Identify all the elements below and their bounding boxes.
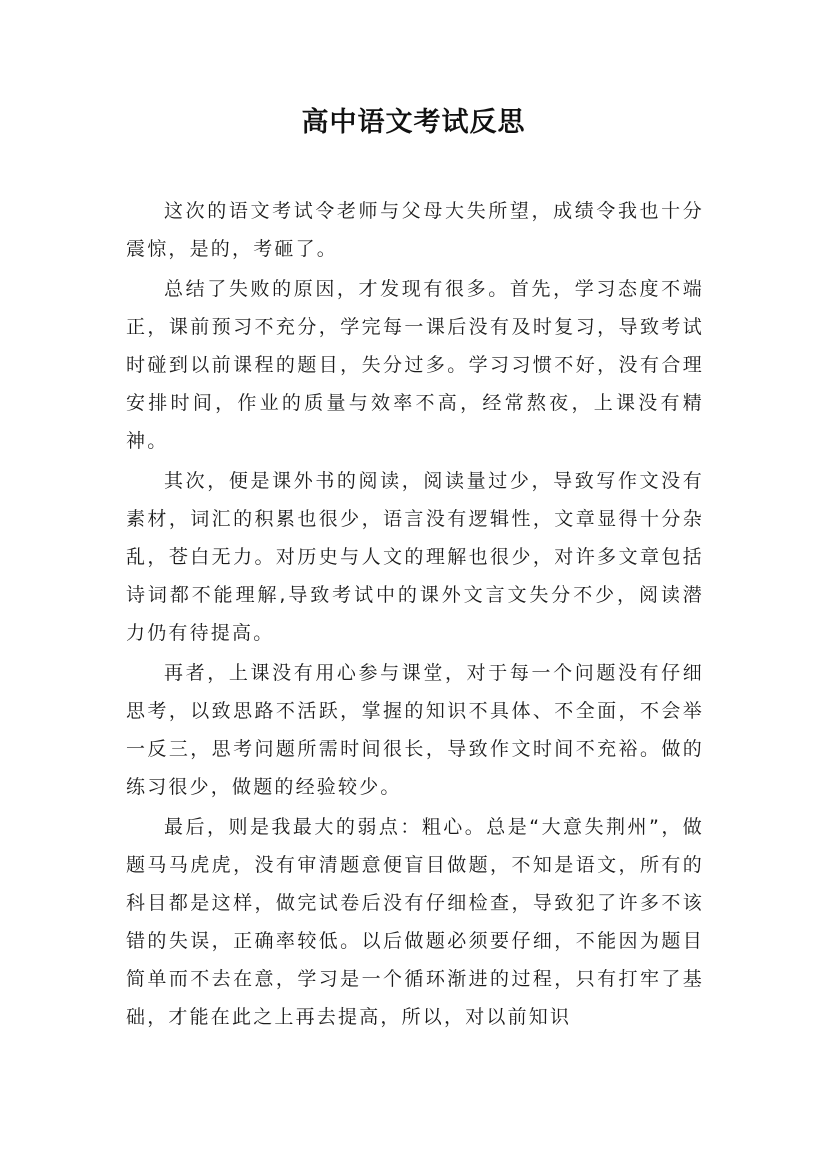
paragraph-2: 总结了失败的原因，才发现有很多。首先，学习态度不端正，课前预习不充分，学完每一课后没有及时复习，导致考试时碰到以前课程的题目，失分过多。学习习惯不好，没有合理安排时间，作业的质量与效率不高，经常熬夜，上课没有精神。 — [126, 278, 704, 452]
document-title: 高中语文考试反思 — [301, 107, 526, 138]
paragraph-3: 其次，便是课外书的阅读，阅读量过少，导致写作文没有素材，词汇的积累也很少，语言没有逻辑性，文章显得十分杂乱，苍白无力。对历史与人文的理解也很少，对许多文章包括诗词都不能理解,导致考试中的课外文言文失分不少，阅读潜力仍有待提高。 — [126, 470, 704, 644]
paragraph-4: 再者，上课没有用心参与课堂，对于每一个问题没有仔细思考，以致思路不活跃，掌握的知识不具体、不全面，不会举一反三，思考问题所需时间很长，导致作文时间不充裕。做的练习很少，做题的经验较少。 — [126, 662, 704, 798]
paragraph-5: 最后，则是我最大的弱点：粗心。总是“大意失荆州”，做题马马虎虎，没有审清题意便盲目做题，不知是语文，所有的科目都是这样，做完试卷后没有仔细检查，导致犯了许多不该错的失误，正确率较低。以后做题必须要仔细，不能因为题目简单而不去在意，学习是一个循环渐进的过程，只有打牢了基础，才能在此之上再去提高，所以，对以前知识 — [126, 816, 704, 1028]
document-body — [126, 192, 704, 1038]
paragraph-1: 这次的语文考试令老师与父母大失所望，成绩令我也十分震惊，是的，考砸了。 — [126, 200, 704, 260]
